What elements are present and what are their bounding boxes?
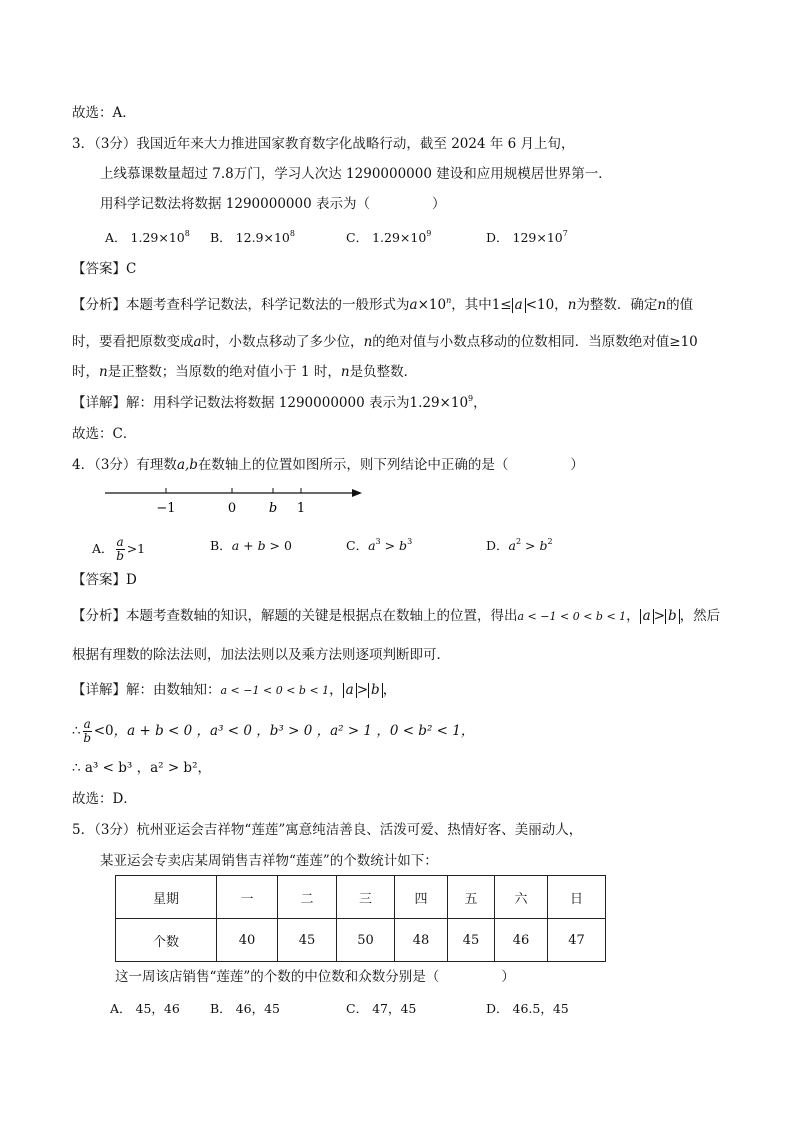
q3-answer: 【答案】C — [72, 261, 137, 277]
q5-stem-line1: 5．（3分）杭州亚运会吉祥物“莲莲”寓意纯洁善良、活泼可爱、热情好客、美丽动人， — [72, 822, 583, 838]
q3-option-a[interactable]: A． $1.29\times 10^8$ — [105, 229, 190, 245]
table-cell: 45 — [448, 919, 495, 962]
q4-option-c[interactable]: C．$a^3 > b^3$ — [346, 537, 413, 553]
q5-question: 这一周该店销售“莲莲”的个数的中位数和众数分别是（ ） — [115, 969, 515, 985]
q3-analysis-line3: 时，n是正整数；当原数的绝对值小于 1 时，n是负整数． — [72, 364, 418, 380]
table-cell: 日 — [548, 876, 606, 919]
q4-analysis-line2: 根据有理数的除法法则，加法法则以及乘方法则逐项判断即可． — [72, 647, 450, 663]
q4-conclusion-1: ∴ $\frac{a}{b}$ <0，a + b < 0 ，a³ < 0 ，b³ > 0 ，a² > 1 ，0 < b² < 1， — [72, 717, 475, 745]
q5-option-b[interactable]: B． 46，45 — [210, 1001, 280, 1016]
sales-table — [115, 875, 606, 962]
table-cell: 二 — [278, 876, 337, 919]
q3-option-c[interactable]: C． $1.29\times 10^9$ — [346, 229, 432, 245]
q3-analysis-line2: 时，要看把原数变成a时，小数点移动了多少位，n的绝对值与小数点移动的位数相同．当原数绝对值≥10 — [72, 334, 698, 350]
q5-stem-line2: 某亚运会专卖店某周销售吉祥物“莲莲”的个数统计如下： — [100, 853, 438, 869]
axis-label-neg1: −1 — [156, 501, 176, 516]
q5-option-c[interactable]: C． 47，45 — [346, 1001, 417, 1016]
q3-analysis-line1: 【分析】本题考查科学记数法，科学记数法的一般形式为$a\times 10^n$，其中1≤ a <10，n为整数．确定n的值 — [72, 296, 694, 313]
number-line-figure — [100, 480, 370, 520]
table-cell: 星期 — [116, 876, 217, 919]
table-cell: 四 — [395, 876, 448, 919]
q4-conclusion-2: ∴ a³ < b³ ，a² > b²， — [72, 760, 211, 776]
table-cell: 六 — [495, 876, 548, 919]
table-cell: 40 — [217, 919, 278, 962]
q3-choice: 故选：C． — [72, 426, 137, 442]
table-cell: 48 — [395, 919, 448, 962]
q4-stem: 4．（3分）有理数a,b在数轴上的位置如图所示，则下列结论中正确的是（ ） — [72, 457, 584, 473]
axis-label-0: 0 — [227, 501, 237, 516]
q4-analysis-line1: 【分析】本题考查数轴的知识，解题的关键是根据点在数轴上的位置，得出a < −1 < 0 < b < 1， a > b ，然后 — [72, 608, 721, 624]
table-row — [116, 919, 606, 962]
number-line-arrow-icon — [352, 489, 362, 497]
table-cell: 一 — [217, 876, 278, 919]
axis-label-b: b — [268, 501, 278, 516]
q3-option-d[interactable]: D． $129\times 10^7$ — [486, 229, 568, 245]
q4-detail: 【详解】解：由数轴知：a < −1 < 0 < b < 1， a > b ， — [72, 682, 397, 698]
table-cell: 五 — [448, 876, 495, 919]
q4-option-b[interactable]: B．a + b > 0 — [210, 538, 292, 553]
table-header-row — [116, 876, 606, 919]
q4-choice: 故选：D． — [72, 791, 137, 807]
q4-answer: 【答案】D — [72, 572, 137, 588]
table-cell: 三 — [337, 876, 395, 919]
q3-option-b[interactable]: B． $12.9\times 10^8$ — [210, 229, 295, 245]
table-cell: 47 — [548, 919, 606, 962]
q5-option-d[interactable]: D． 46.5，45 — [486, 1001, 569, 1016]
axis-label-1: 1 — [296, 501, 306, 516]
table-cell: 46 — [495, 919, 548, 962]
table-cell: 45 — [278, 919, 337, 962]
table-cell: 50 — [337, 919, 395, 962]
q3-stem-line2: 上线慕课数量超过 7.8万门，学习人次达 1290000000 建设和应用规模居世界第一． — [100, 166, 612, 182]
q3-stem-line3: 用科学记数法将数据 1290000000 表示为（ ） — [100, 196, 446, 212]
q3-stem-line1: 3．（3分）我国近年来大力推进国家教育数字化战略行动，截至 2024 年 6 月上旬， — [72, 136, 575, 152]
q4-option-a[interactable]: A． $\frac{a}{b}$ >1 — [92, 535, 146, 563]
table-cell: 个数 — [116, 919, 217, 962]
q3-detail: 【详解】解：用科学记数法将数据 1290000000 表示为$1.29\times 10^9$， — [72, 394, 487, 411]
q4-option-d[interactable]: D．$a^2 > b^2$ — [486, 537, 553, 553]
q5-option-a[interactable]: A． 45，46 — [110, 1001, 180, 1016]
q2-choice: 故选：A． — [72, 105, 136, 121]
